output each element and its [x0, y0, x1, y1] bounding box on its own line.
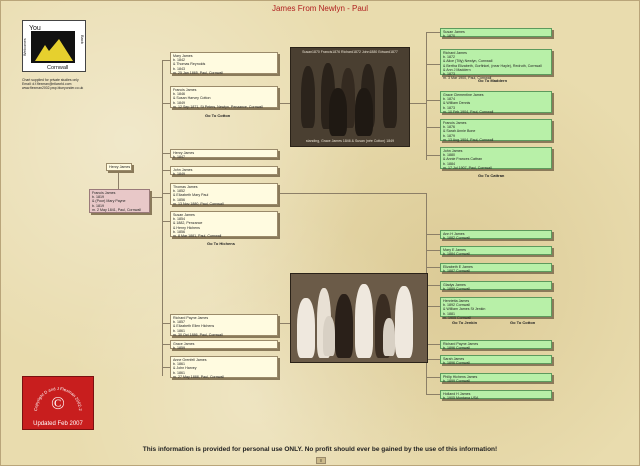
person-box-grandchild[interactable]: John James b. 1880 & Annie Frances Cattran b. 1884 m. 17 Jul 1907, Paul, Cornwall	[440, 147, 552, 169]
person-box-grandchild[interactable]: Elizabeth E James b. 1887 Cornwall	[440, 263, 552, 272]
person-box-grandchild[interactable]: Gladys James b. 1889 Cornwall	[440, 281, 552, 290]
person-box-grandchild[interactable]: Richard Payne James b. 1896 Cornwall	[440, 340, 552, 349]
photo-caption-top: Susan1870 Francis1876 Richard1872 John1880 Edward1877	[302, 50, 398, 54]
page-marker[interactable]: ≡	[316, 457, 326, 464]
svg-text:Updated Feb 2007: Updated Feb 2007	[33, 421, 83, 427]
svg-text:©: ©	[51, 393, 65, 413]
goto-cotton-link[interactable]: Go To Cotton	[205, 113, 231, 118]
usage-notice: This information is provided for personal use ONLY. No profit should ever be gained by the use of this information!	[142, 446, 498, 453]
person-box-grandchild[interactable]: Mary E James b. 1884 Cornwall	[440, 246, 552, 255]
person-box-grandchild[interactable]: Richard James b. 1872 & Alice (Tilly) Newlyn, Cornwall & Bertha Elizabeth, Gorfinkel, (near Hayle), Redruth, Cornwall & Ann J Maddern b. 1873 m. 3 Mar 1900, Paul, Cornwall	[440, 49, 552, 75]
person-box-child[interactable]: Grace James b. 1859	[170, 340, 278, 349]
person-box-grandchild[interactable]: Ann H James b. 1882 Cornwall	[440, 230, 552, 239]
person-box-grandchild[interactable]: Sarah James b. 1896 Cornwall	[440, 355, 552, 364]
person-box-grandchild[interactable]: Francis James b. 1876 & Sarah Annie Bone b. 1879 m. 13 Aug 1904, Paul, Cornwall	[440, 119, 552, 141]
svg-text:Cornwall: Cornwall	[47, 65, 69, 71]
person-box-child[interactable]: Mary James b. 1842 & Thomas Reynolds b. 1843 m. 25 Jan 1865, Paul, Cornwall	[170, 52, 278, 74]
person-box-grandchild[interactable]: Philip Hichens James b. 1899 Cornwall	[440, 373, 552, 382]
person-box-child[interactable]: Susan James b. 1854 & 1882, Penzance & Henry Hichens b. 1856 m. 8 Mar 1881, Paul, Cornwall	[170, 211, 278, 237]
logo-you: You	[29, 25, 41, 32]
person-box-grandchild[interactable]: Susan James b. 1870	[440, 28, 552, 37]
chart-supplied-note: Chart supplied for private studies only Email: d.f.flexman@ntlworld.com www.flexman2002.pwp.blueyonder.co.uk	[22, 78, 84, 90]
email-link[interactable]: Email: d.f.flexman@ntlworld.com	[22, 82, 72, 86]
tree-line	[162, 60, 163, 376]
photo-caption-bottom: standing, Grace James 1846 & Susan (née Cotton) 1849	[305, 139, 395, 143]
goto-cotton-link-2[interactable]: Go To Cotton	[510, 320, 536, 325]
svg-text:Copyright D and J Flexman 2002: Copyright D and J Flexman 2002-2	[32, 385, 84, 412]
person-box-francis-james-self[interactable]: Francis James b. 1819 & (Poor) Mary Payne b. 1819 m. 2 May 1841, Paul, Cornwall	[89, 189, 150, 213]
tree-line	[150, 197, 162, 198]
person-box-grandchild[interactable]: Grace Clementine James b. 1874 & William Dennis b. 1873 m. 10 Feb 1904, Paul, Cornwall	[440, 91, 552, 113]
cornwall-logo[interactable]	[22, 20, 86, 72]
person-box-henry-james-root[interactable]: Henry James	[106, 163, 132, 171]
svg-text:Welcomes: Welcomes	[23, 38, 27, 56]
goto-maddern-link[interactable]: Go To Maddern	[478, 78, 508, 83]
family-photo-top[interactable]	[290, 47, 410, 147]
copyright-stamp	[22, 376, 94, 430]
person-box-grandchild[interactable]: Holland H James b. 1905 Montana USA	[440, 390, 552, 399]
person-box-child[interactable]: Francis James b. 1846 & Susan Harvey Cotton b. 1849 m. 12 Sep 1871, St Peters, Newlyn, Penzance, Cornwall	[170, 86, 278, 108]
page-title: James From Newlyn - Paul	[271, 4, 369, 13]
svg-text:Back: Back	[80, 35, 85, 44]
goto-cattran-link[interactable]: Go To Cattran	[478, 173, 505, 178]
person-box-child[interactable]: Henry James b. 1847	[170, 149, 278, 158]
person-box-child[interactable]: Anne Grenfell James b. 1861 & John Harvey b. 1861 m. 27 May 1888, Paul, Cornwall	[170, 356, 278, 378]
goto-jenkin-link[interactable]: Go To Jenkin	[452, 320, 478, 325]
family-photo-bottom[interactable]	[290, 273, 428, 363]
person-box-child[interactable]: Richard Payne James b. 1857 & Elizabeth Ellen Hichens b. 1861 m. 30 Oct 1886, Paul, Cornwall	[170, 314, 278, 336]
website-link[interactable]: www.flexman2002.pwp.blueyonder.co.uk	[22, 86, 84, 90]
person-box-child[interactable]: John James b. 1849	[170, 166, 278, 175]
person-box-grandchild[interactable]: Henrietta James b. 1892 Cornwall & William James St Jenkin b. 1881 m. 1905 Cornwall	[440, 297, 552, 317]
person-box-child[interactable]: Thomas James b. 1852 & Elizabeth Mary Paul b. 1856 m. 13 Nov 1880, Paul, Cornwall	[170, 183, 278, 205]
goto-hichens-link[interactable]: Go To Hichens	[207, 241, 235, 246]
